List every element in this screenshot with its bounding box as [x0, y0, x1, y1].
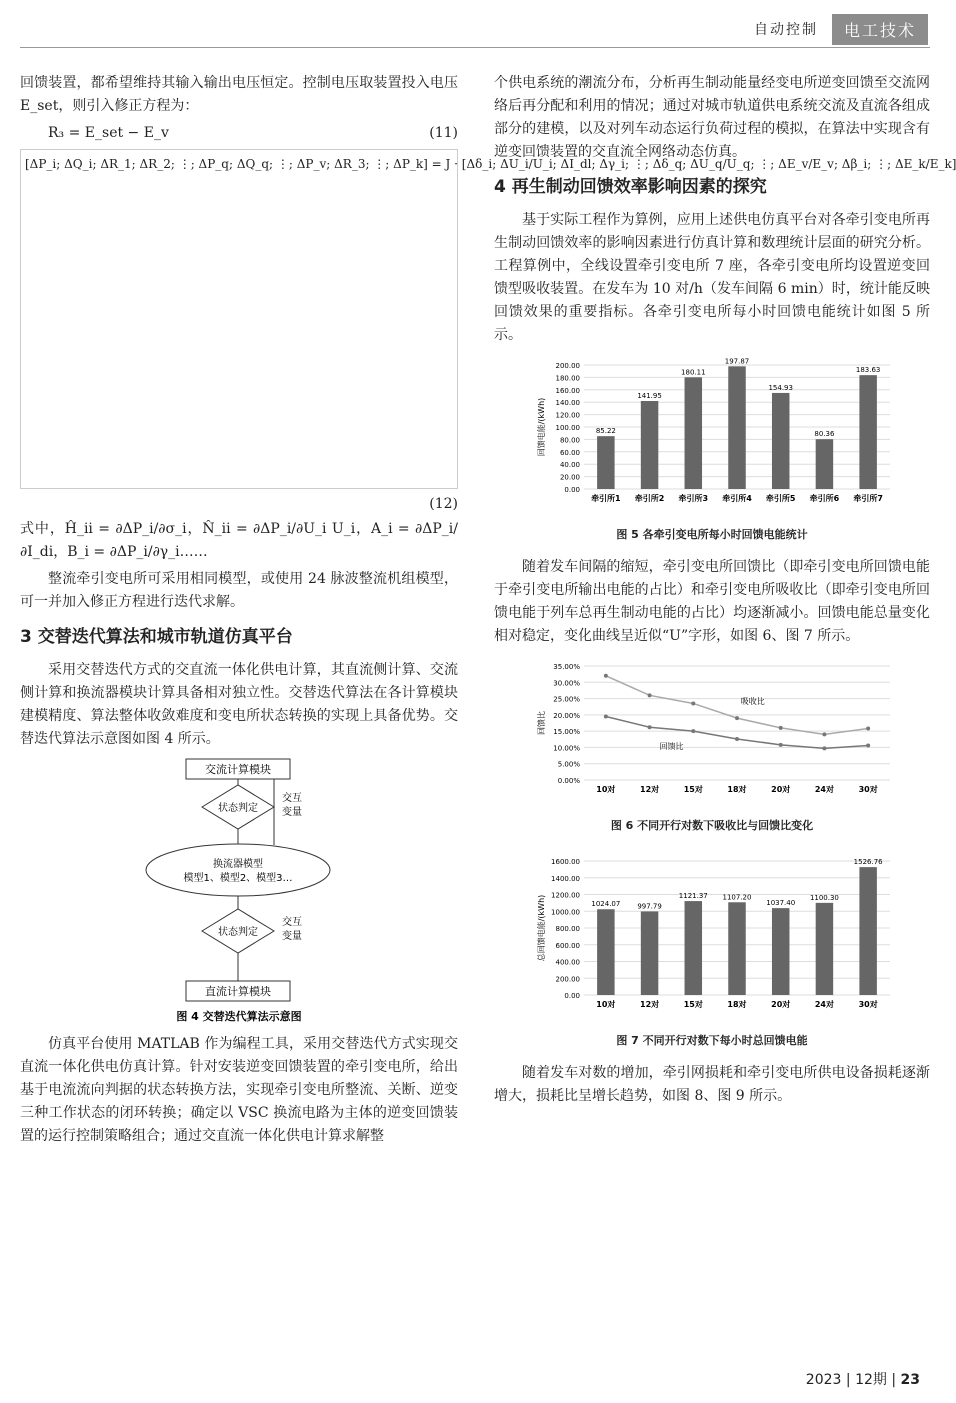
data-label: 183.63: [855, 366, 881, 375]
bar: [816, 903, 833, 995]
y-tick-label: 180.00: [555, 374, 580, 383]
y-tick-label: 20.00%: [553, 711, 580, 720]
figure-caption: 图 6 不同开行对数下吸收比与回馈比变化: [610, 819, 814, 832]
page-header: [754, 14, 928, 44]
x-tick-label: 牵引所7: [853, 494, 883, 503]
data-label: 1100.30: [809, 893, 839, 902]
x-tick-label: 牵引所2: [634, 494, 665, 503]
data-label: 85.22: [595, 427, 616, 436]
data-point: [648, 693, 652, 697]
judge-label: 状态判定: [218, 803, 258, 814]
data-point: [866, 743, 870, 747]
paragraph: 基于实际工程作为算例，应用上述供电仿真平台对各牵引变电所再生制动回馈效率的影响因素进行仿真计算和数理统计层面的研究分析。工程算例中，全线设置牵引变电所 7 座，各牵引变电所均设置逆变回馈型吸收装置。在发车为 10 对/h（发车间隔 6 min）时，统计能反映回馈效果的重要指标。各牵引变电所每小时回馈电能统计如图 5 所示。: [494, 212, 930, 343]
equation-12-matrix: [ΔP_i; ΔQ_i; ΔR_1; ΔR_2; ⋮; ΔP_q; ΔQ_q; ⋮; ΔP_v; ΔR_3; ⋮; ΔP_k] = J · [Δδ_i; ΔU_i/U_i; ΔI_dl; Δγ_i; ⋮; Δδ_q; ΔU_q/U_q; ⋮; ΔE_v/E_v; Δβ_i; ⋮; ΔE_k/E_k]: [20, 149, 458, 489]
bar: [641, 401, 658, 489]
bar: [685, 377, 702, 489]
dc-module-label: 直流计算模块: [205, 985, 271, 998]
x-tick-label: 10对: [596, 1000, 616, 1009]
data-label: 154.93: [768, 383, 793, 392]
swap-label: 交互: [282, 917, 302, 928]
x-tick-label: 18对: [727, 785, 747, 794]
bar: [859, 375, 876, 489]
x-tick-label: 15对: [683, 785, 703, 794]
paragraph: 随着发车间隔的缩短，牵引变电所回馈比（即牵引变电所回馈电能于牵引变电所输出电能的占比）和牵引变电所吸收比（即牵引变电所回馈电能于列车总再生制动电能的占比）均逐渐减小。回馈电能总量变化相对稳定，变化曲线呈近似“U”字形，如图 6、图 7 所示。: [494, 559, 930, 644]
section-heading: 4 再生制动回馈效率影响因素的探究: [494, 177, 767, 197]
y-tick-label: 1600.00: [551, 858, 580, 866]
x-tick-label: 24对: [814, 785, 834, 794]
data-label: 180.11: [681, 368, 706, 377]
data-label: 1526.76: [853, 858, 883, 867]
y-tick-label: 1400.00: [551, 874, 580, 883]
x-tick-label: 15对: [683, 1000, 703, 1009]
equation-11: [20, 122, 458, 145]
converter-models: 模型1、模型2、模型3…: [183, 873, 293, 884]
figure-caption: 图 7 不同开行对数下每小时总回馈电能: [616, 1034, 808, 1047]
y-axis-label: 总回馈电能/(kWh): [537, 894, 546, 962]
y-tick-label: 80.00: [559, 436, 580, 445]
series-label: 吸收比: [740, 697, 765, 707]
data-label: 80.36: [814, 430, 835, 439]
data-label: 1037.40: [766, 899, 796, 908]
bar: [597, 909, 614, 995]
y-tick-label: 25.00%: [553, 695, 580, 704]
y-tick-label: 15.00%: [553, 728, 580, 737]
equation-text: R₃ = E_set − E_v: [48, 125, 169, 141]
x-tick-label: 24对: [814, 1000, 834, 1009]
y-axis-label: 回馈比: [537, 711, 546, 735]
data-point: [691, 701, 695, 705]
data-label: 1121.37: [678, 892, 708, 901]
data-point: [735, 716, 739, 720]
flow-diagram: [20, 755, 458, 1025]
x-tick-label: 12对: [640, 785, 660, 794]
equation-number: (12): [429, 496, 458, 512]
x-tick-label: 牵引所3: [678, 494, 709, 503]
x-tick-label: 10对: [596, 785, 616, 794]
y-tick-label: 200.00: [555, 362, 580, 370]
y-tick-label: 140.00: [555, 399, 580, 408]
paragraph: 随着发车对数的增加，牵引网损耗和牵引变电所供电设备损耗逐渐增大，损耗比呈增长趋势，如图 8、图 9 所示。: [494, 1065, 930, 1104]
y-tick-label: 35.00%: [553, 663, 580, 671]
y-tick-label: 400.00: [555, 958, 580, 967]
y-tick-label: 100.00: [555, 424, 580, 432]
converter-ellipse: [146, 844, 330, 896]
x-tick-label: 18对: [727, 1000, 747, 1009]
chart-ratio-lines: [494, 652, 930, 802]
swap-label: 变量: [282, 807, 302, 818]
section-heading: 3 交替迭代算法和城市轨道仿真平台: [20, 627, 293, 647]
paragraph: 个供电系统的潮流分布，分析再生制动能量经变电所逆变回馈至交流网络后再分配和利用的情况；通过对城市轨道供电系统交流及直流各组成部分的建模，以及对列车动态运行负荷过程的模拟，在算法中实现含有逆变回馈装置的交直流全网络动态仿真。: [494, 75, 930, 160]
page-number: 23: [900, 1372, 920, 1388]
swap-label: 交互: [282, 793, 302, 804]
bar: [816, 439, 833, 489]
footer-issue: 12期: [855, 1372, 887, 1388]
data-point: [822, 746, 826, 750]
data-point: [866, 727, 870, 731]
x-tick-label: 牵引所5: [765, 494, 796, 503]
x-tick-label: 牵引所1: [591, 494, 621, 503]
x-tick-label: 20对: [771, 785, 791, 794]
page-footer: 2023 | 12期 | 23: [805, 1372, 920, 1388]
y-tick-label: 160.00: [555, 386, 580, 395]
y-tick-label: 20.00: [559, 473, 580, 482]
bar: [728, 902, 745, 995]
y-tick-label: 1200.00: [551, 891, 580, 900]
data-point: [604, 674, 608, 678]
converter-label: 换流器模型: [213, 859, 263, 870]
data-point: [648, 725, 652, 729]
bar: [772, 908, 789, 995]
paragraph: 整流牵引变电所可采用相同模型，或使用 24 脉波整流机组模型，可一并加入修正方程进行迭代求解。: [20, 571, 458, 610]
series-line: [606, 716, 868, 748]
equation-number: (11): [429, 125, 458, 141]
data-point: [822, 732, 826, 736]
x-tick-label: 12对: [640, 1000, 660, 1009]
chart-total-feedback: [494, 847, 930, 1017]
y-tick-label: 600.00: [555, 941, 580, 950]
series-label: 回馈比: [659, 742, 684, 752]
figure-caption: 图 4 交替迭代算法示意图: [176, 1010, 302, 1023]
ac-module-label: 交流计算模块: [205, 763, 271, 776]
footer-year: 2023: [805, 1372, 842, 1388]
y-tick-label: 5.00%: [557, 760, 580, 769]
x-tick-label: 牵引所4: [722, 494, 752, 503]
y-axis-label: 回馈电能/(kWh): [537, 397, 546, 457]
paragraph: 式中，Ĥ_ii = ∂ΔP_i/∂σ_i，N̂_ii = ∂ΔP_i/∂U_i U_i，A_i = ∂ΔP_i/∂I_di，B_i = ∂ΔP_i/∂γ_i……: [20, 521, 458, 560]
section-label: 自动控制: [753, 22, 818, 38]
right-column: [494, 72, 930, 1112]
y-tick-label: 40.00: [559, 461, 580, 470]
paragraph: 回馈装置，都希望维持其输入输出电压恒定。控制电压取装置投入电压 E_set，则引入修正方程为：: [20, 75, 458, 114]
journal-name: 电工技术: [832, 14, 928, 45]
judge-label: 状态判定: [218, 927, 258, 938]
data-label: 141.95: [637, 391, 662, 400]
y-tick-label: 10.00%: [553, 744, 580, 753]
data-label: 997.79: [637, 902, 662, 911]
x-tick-label: 30对: [858, 785, 878, 794]
y-tick-label: 1000.00: [551, 908, 580, 917]
y-tick-label: 0.00%: [557, 777, 580, 785]
y-tick-label: 0.00: [564, 992, 580, 1000]
data-label: 1024.07: [591, 900, 621, 909]
y-tick-label: 60.00: [559, 448, 580, 457]
data-label: 1107.20: [722, 893, 752, 902]
y-tick-label: 120.00: [555, 411, 580, 420]
x-tick-label: 牵引所6: [809, 494, 840, 503]
data-point: [779, 726, 783, 730]
equation-12: [20, 493, 458, 516]
data-point: [691, 729, 695, 733]
figure-caption: 图 5 各牵引变电所每小时回馈电能统计: [616, 528, 808, 541]
y-tick-label: 200.00: [555, 975, 580, 984]
data-label: 197.87: [724, 357, 750, 366]
y-tick-label: 800.00: [555, 925, 580, 933]
bar: [597, 436, 614, 489]
bar: [772, 393, 789, 489]
y-tick-label: 0.00: [564, 486, 580, 494]
header-rule: [20, 47, 930, 48]
bar: [641, 911, 658, 995]
data-point: [604, 714, 608, 718]
bar: [728, 366, 745, 489]
chart-feedback-per-substation: [494, 351, 930, 511]
data-point: [735, 737, 739, 741]
bar: [859, 867, 876, 995]
swap-label: 变量: [282, 931, 302, 942]
data-point: [779, 743, 783, 747]
paragraph: 仿真平台使用 MATLAB 作为编程工具，采用交替迭代方式实现交直流一体化供电仿真计算。针对安装逆变回馈装置的牵引变电所，给出基于电流流向判据的状态转换方法，实现牵引变电所整流、关断、逆变三种工作状态的闭环转换；确定以 VSC 换流电路为主体的逆变回馈装置的运行控制策略组合；通过交直流一体化供电计算求解整: [20, 1036, 458, 1144]
paragraph: 采用交替迭代方式的交直流一体化供电计算，其直流侧计算、交流侧计算和换流器模块计算具备相对独立性。交替迭代算法在各计算模块建模精度、算法整体收敛难度和变电所状态转换的实现上具备优势。交替迭代算法示意图如图 4 所示。: [20, 662, 458, 747]
y-tick-label: 30.00%: [553, 679, 580, 688]
x-tick-label: 30对: [858, 1000, 878, 1009]
bar: [685, 901, 702, 995]
x-tick-label: 20对: [771, 1000, 791, 1009]
